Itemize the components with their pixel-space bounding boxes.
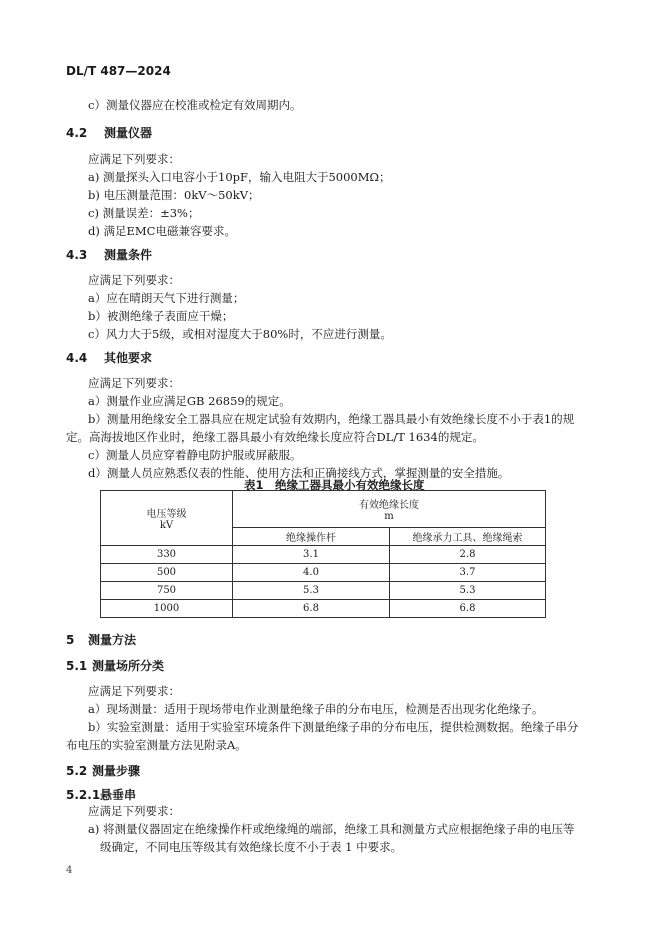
list-item: a）应在晴朗天气下进行测量；: [88, 291, 245, 305]
section-title: 悬垂串: [100, 788, 137, 802]
list-item: c）风力大于5级，或相对湿度大于80%时，不应进行测量。: [88, 327, 392, 341]
table-row: [101, 582, 546, 600]
subheader-rod: 绝缘操作杆: [233, 528, 390, 546]
section-number: 5.2.1: [66, 788, 101, 802]
paragraph: 应满足下列要求：: [88, 804, 180, 818]
section-title: 测量方法: [88, 633, 137, 647]
paragraph: 应满足下列要求：: [88, 684, 180, 698]
cell-voltage: 330: [101, 546, 233, 564]
table-caption: 表1 绝缘工器具最小有效绝缘长度: [244, 478, 425, 492]
section-number: 4.3: [66, 248, 88, 262]
cell-tool: 6.8: [390, 600, 546, 618]
cell-rod: 3.1: [233, 546, 390, 564]
list-item: a）现场测量：适用于现场带电作业测量绝缘子串的分布电压，检测是否出现劣化绝缘子。: [88, 702, 544, 716]
section-heading-4-2: [66, 124, 152, 141]
table-header-row: [101, 491, 546, 528]
section-number: 5.2: [66, 764, 88, 778]
list-item: a）测量作业应满足GB 26859的规定。: [88, 394, 291, 408]
table-row: [101, 546, 546, 564]
cell-voltage: 750: [101, 582, 233, 600]
section-number: 4.4: [66, 351, 88, 365]
paragraph: c）测量仪器应在校准或检定有效周期内。: [88, 98, 302, 112]
header-voltage-label: 电压等级: [146, 509, 187, 520]
cell-voltage: 1000: [101, 600, 233, 618]
section-title: 测量步骤: [92, 764, 141, 778]
section-number: 5.1: [66, 659, 88, 673]
cell-rod: 6.8: [233, 600, 390, 618]
section-heading-5-2-1: [66, 786, 136, 803]
paragraph: 应满足下列要求：: [88, 273, 180, 287]
cell-tool: 2.8: [390, 546, 546, 564]
list-item: c）测量人员应穿着静电防护服或屏蔽服。: [88, 448, 302, 462]
cell-tool: 5.3: [390, 582, 546, 600]
header-voltage: [101, 491, 233, 546]
section-title: 测量条件: [104, 248, 153, 262]
list-item: d）测量人员应熟悉仪表的性能、使用方法和正确接线方式，掌握测量的安全措施。: [88, 466, 510, 480]
cell-voltage: 500: [101, 564, 233, 582]
subheader-tool: 绝缘承力工具、绝缘绳索: [390, 528, 546, 546]
header-length-label: 有效绝缘长度: [359, 500, 419, 511]
list-item-continuation: 级确定，不同电压等级其有效绝缘长度不小于表 1 中要求。: [100, 840, 403, 854]
list-item-continuation: 定。高海拔地区作业时，绝缘工器具最小有效绝缘长度应符合DL/T 1634的规定。: [66, 430, 484, 444]
section-heading-4-3: [66, 246, 152, 263]
section-title: 其他要求: [104, 351, 153, 365]
list-item: c) 测量误差：±3%；: [88, 206, 200, 220]
section-heading-5: [66, 631, 136, 648]
list-item: b）被测绝缘子表面应干燥；: [88, 309, 234, 323]
section-heading-5-1: [66, 657, 164, 674]
section-title: 测量场所分类: [92, 659, 165, 673]
cell-rod: 5.3: [233, 582, 390, 600]
list-item: a) 测量探头入口电容小于10pF，输入电阻大于5000MΩ；: [88, 170, 391, 184]
paragraph: 应满足下列要求：: [88, 376, 180, 390]
header-length: [233, 491, 546, 528]
table-row: [101, 600, 546, 618]
page-number: 4: [66, 865, 73, 876]
section-heading-5-2: [66, 762, 140, 779]
section-title: 测量仪器: [104, 126, 153, 140]
paragraph: 应满足下列要求：: [88, 152, 180, 166]
list-item: b) 电压测量范围：0kV～50kV；: [88, 188, 260, 202]
header-voltage-unit: kV: [159, 520, 174, 531]
list-item: d) 满足EMC电磁兼容要求。: [88, 224, 236, 238]
cell-tool: 3.7: [390, 564, 546, 582]
list-item: b）实验室测量：适用于实验室环境条件下测量绝缘子串的分布电压，提供检测数据。绝缘子串分: [88, 720, 579, 734]
list-item: b）测量用绝缘安全工器具应在规定试验有效期内，绝缘工器具最小有效绝缘长度不小于表1的规: [88, 412, 575, 426]
header-length-unit: m: [384, 511, 394, 522]
standard-code: DL/T 487—2024: [66, 64, 171, 78]
list-item-continuation: 布电压的实验室测量方法见附录A。: [66, 738, 247, 752]
section-number: 4.2: [66, 126, 88, 140]
insulation-length-table: [100, 490, 546, 618]
cell-rod: 4.0: [233, 564, 390, 582]
table-row: [101, 564, 546, 582]
section-heading-4-4: [66, 349, 152, 366]
list-item: a) 将测量仪器固定在绝缘操作杆或绝缘绳的端部，绝缘工具和测量方式应根据绝缘子串的电压等: [88, 822, 575, 836]
section-number: 5: [66, 633, 75, 647]
